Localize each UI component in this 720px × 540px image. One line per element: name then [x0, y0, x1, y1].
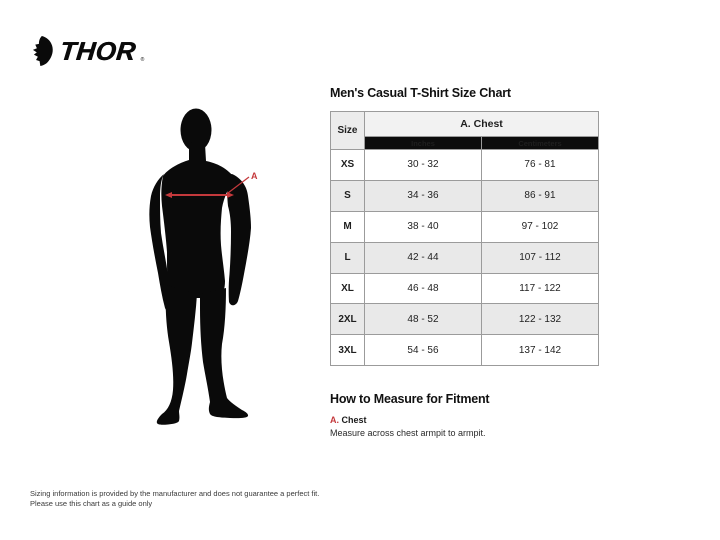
size-cell: XS [331, 150, 365, 181]
size-cell: 3XL [331, 335, 365, 366]
measure-item-name: Chest [341, 415, 367, 425]
brand-wordmark: THOR [58, 36, 138, 66]
inches-cell: 34 - 36 [365, 180, 482, 211]
table-row [331, 150, 599, 181]
size-cell: S [331, 180, 365, 211]
centimeters-cell: 76 - 81 [482, 150, 599, 181]
measure-guide-title: How to Measure for Fitment [330, 392, 490, 406]
brand-logo [30, 36, 144, 66]
unit-header-inches: Inches [365, 137, 482, 150]
size-cell: L [331, 242, 365, 273]
footer-disclaimer [30, 489, 319, 508]
centimeters-cell: 122 - 132 [482, 304, 599, 335]
size-cell: XL [331, 273, 365, 304]
inches-cell: 42 - 44 [365, 242, 482, 273]
measure-item-key: A. [330, 415, 339, 425]
table-unit-row [331, 137, 599, 150]
size-cell: 2XL [331, 304, 365, 335]
body-silhouette [149, 109, 251, 425]
measure-item-description: Measure across chest armpit to armpit. [330, 428, 486, 438]
size-cell: M [331, 211, 365, 242]
table-row [331, 335, 599, 366]
footer-disclaimer-line1: Sizing information is provided by the manufacturer and does not guarantee a perfect fit. [30, 489, 320, 498]
thor-head-icon [30, 36, 56, 66]
registered-mark: ® [140, 57, 145, 63]
measure-item [330, 415, 367, 425]
table-row [331, 180, 599, 211]
footer-disclaimer-line2: Please use this chart as a guide only [30, 498, 153, 508]
chest-group-header: A. Chest [365, 112, 599, 137]
unit-header-centimeters: Centimeters [482, 137, 599, 150]
centimeters-cell: 107 - 112 [482, 242, 599, 273]
centimeters-cell: 97 - 102 [482, 211, 599, 242]
centimeters-cell: 117 - 122 [482, 273, 599, 304]
size-chart-table [330, 111, 599, 366]
table-header-row [331, 112, 599, 137]
centimeters-cell: 137 - 142 [482, 335, 599, 366]
inches-cell: 38 - 40 [365, 211, 482, 242]
size-chart-title: Men's Casual T-Shirt Size Chart [330, 86, 511, 100]
table-row [331, 242, 599, 273]
inches-cell: 46 - 48 [365, 273, 482, 304]
table-row [331, 273, 599, 304]
table-row [331, 304, 599, 335]
measurement-label-a: A [251, 171, 258, 181]
size-column-header: Size [331, 112, 365, 150]
inches-cell: 48 - 52 [365, 304, 482, 335]
inches-cell: 54 - 56 [365, 335, 482, 366]
table-row [331, 211, 599, 242]
size-figure [100, 80, 320, 460]
inches-cell: 30 - 32 [365, 150, 482, 181]
centimeters-cell: 86 - 91 [482, 180, 599, 211]
